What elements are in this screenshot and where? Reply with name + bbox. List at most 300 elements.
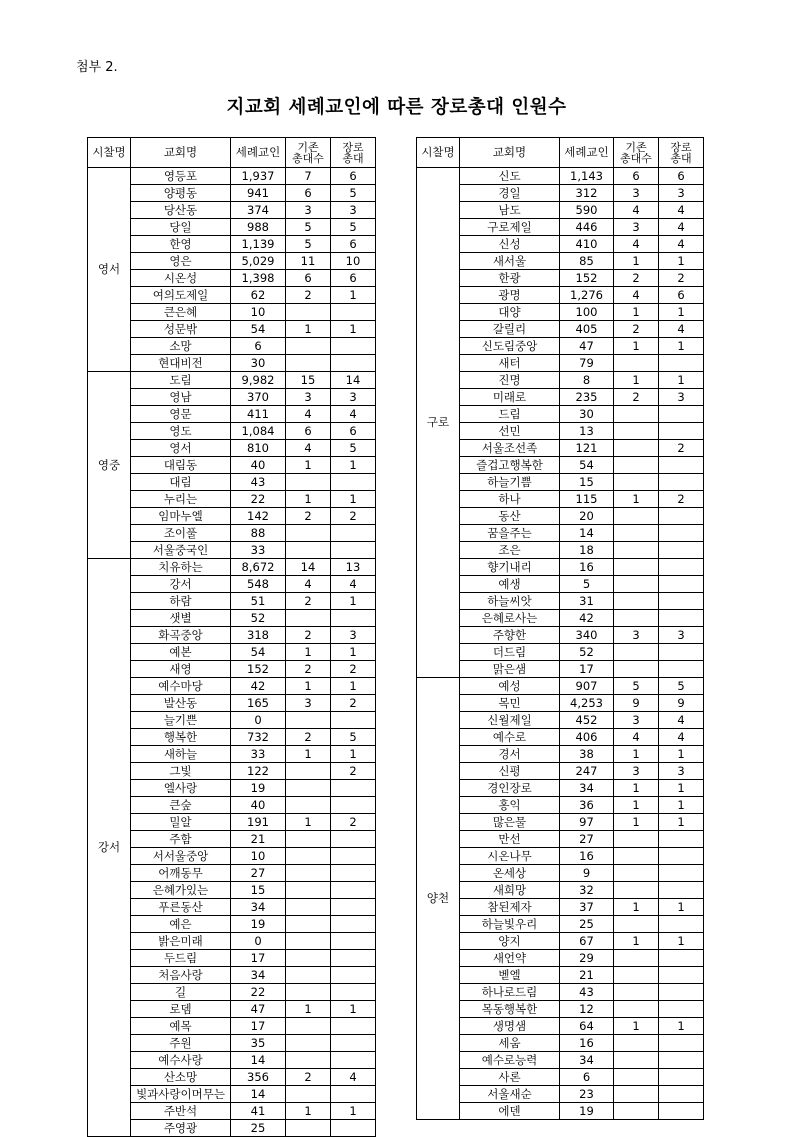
existing-delegates-cell: 7 [286,168,331,185]
existing-delegates-cell: 1 [614,797,659,814]
elder-delegates-cell [659,559,704,576]
table-row [417,474,704,491]
members-cell: 988 [231,219,286,236]
members-cell: 446 [560,219,614,236]
members-cell: 42 [560,610,614,627]
table-row [88,321,376,338]
members-cell: 35 [231,1035,286,1052]
table-row [417,338,704,355]
church-name-cell: 하늘빛우리 [460,916,560,933]
existing-delegates-cell [614,542,659,559]
elder-delegates-cell [331,304,376,321]
existing-delegates-cell: 1 [614,372,659,389]
table-row [88,967,376,984]
table-row [88,1018,376,1035]
existing-delegates-cell [286,950,331,967]
existing-delegates-cell: 1 [286,457,331,474]
elder-delegates-cell: 2 [331,763,376,780]
table-row [88,882,376,899]
members-cell: 356 [231,1069,286,1086]
table-row [88,355,376,372]
elder-delegates-cell: 4 [659,236,704,253]
members-cell: 100 [560,304,614,321]
table-row [88,627,376,644]
elder-delegates-cell: 1 [331,1103,376,1120]
existing-delegates-cell [614,576,659,593]
existing-delegates-cell: 1 [286,491,331,508]
table-row [417,882,704,899]
table-row [88,372,376,389]
church-name-cell: 서울조선족 [460,440,560,457]
elder-delegates-cell: 6 [331,236,376,253]
members-cell: 41 [231,1103,286,1120]
existing-delegates-cell: 1 [286,321,331,338]
members-cell: 411 [231,406,286,423]
elder-delegates-cell [331,865,376,882]
members-cell: 20 [560,508,614,525]
existing-delegates-cell: 1 [286,1001,331,1018]
existing-delegates-cell: 3 [286,202,331,219]
members-cell: 142 [231,508,286,525]
elder-delegates-cell: 3 [331,627,376,644]
members-cell: 165 [231,695,286,712]
existing-delegates-cell [286,610,331,627]
existing-delegates-cell: 4 [286,440,331,457]
church-name-cell: 영도 [131,423,231,440]
members-cell: 27 [231,865,286,882]
existing-delegates-cell: 3 [614,627,659,644]
members-cell: 9,982 [231,372,286,389]
church-name-cell: 그빛 [131,763,231,780]
table-row [417,661,704,678]
members-cell: 18 [560,542,614,559]
existing-delegates-cell [614,406,659,423]
elder-delegates-cell: 6 [331,270,376,287]
existing-delegates-cell [614,355,659,372]
table-row [417,440,704,457]
header-region: 시찰명 [88,138,131,168]
church-name-cell: 당일 [131,219,231,236]
elder-delegates-cell: 1 [331,1001,376,1018]
church-name-cell: 하나로드림 [460,984,560,1001]
members-cell: 410 [560,236,614,253]
table-row [417,236,704,253]
existing-delegates-cell: 6 [286,423,331,440]
table-row [417,270,704,287]
table-row [88,899,376,916]
table-row [88,831,376,848]
existing-delegates-cell: 6 [614,168,659,185]
elder-delegates-cell [331,1018,376,1035]
elder-delegates-cell: 1 [659,372,704,389]
church-name-cell: 미래로 [460,389,560,406]
existing-delegates-cell: 4 [614,287,659,304]
church-name-cell: 새영 [131,661,231,678]
table-row [417,1001,704,1018]
table-row [88,865,376,882]
members-cell: 34 [231,967,286,984]
existing-delegates-cell [614,440,659,457]
existing-delegates-cell [614,474,659,491]
elder-delegates-cell: 2 [659,270,704,287]
church-name-cell: 성문밖 [131,321,231,338]
elder-delegates-cell [331,882,376,899]
table-row [88,185,376,202]
table-row [88,559,376,576]
existing-delegates-cell [614,559,659,576]
table-row [417,933,704,950]
church-name-cell: 주영광 [131,1120,231,1137]
existing-delegates-cell: 5 [286,219,331,236]
elder-delegates-cell [659,984,704,1001]
elder-delegates-cell [331,1120,376,1137]
church-name-cell: 은혜로사는 [460,610,560,627]
table-row [417,304,704,321]
existing-delegates-cell: 9 [614,695,659,712]
members-cell: 1,143 [560,168,614,185]
table-row [417,355,704,372]
members-cell: 16 [560,848,614,865]
table-row [88,1052,376,1069]
table-row [417,389,704,406]
members-cell: 25 [231,1120,286,1137]
table-row [417,984,704,1001]
table-row [88,950,376,967]
table-row [88,202,376,219]
table-row [88,933,376,950]
church-name-cell: 생명샘 [460,1018,560,1035]
elder-delegates-cell: 1 [659,253,704,270]
existing-delegates-cell [286,882,331,899]
elder-delegates-cell: 13 [331,559,376,576]
table-row [417,967,704,984]
table-row [88,576,376,593]
existing-delegates-cell [286,899,331,916]
elder-delegates-cell [659,950,704,967]
table-row [88,814,376,831]
existing-delegates-cell [614,1035,659,1052]
members-cell: 85 [560,253,614,270]
members-cell: 64 [560,1018,614,1035]
existing-delegates-cell: 1 [286,644,331,661]
church-name-cell: 서울중국인 [131,542,231,559]
elder-delegates-cell: 3 [659,627,704,644]
table-row [417,457,704,474]
church-name-cell: 서서울중앙 [131,848,231,865]
existing-delegates-cell [286,355,331,372]
elder-delegates-cell: 2 [331,695,376,712]
church-name-cell: 치유하는 [131,559,231,576]
members-cell: 42 [231,678,286,695]
existing-delegates-cell [286,1018,331,1035]
elder-delegates-cell [659,1035,704,1052]
church-name-cell: 도림 [131,372,231,389]
table-row [417,797,704,814]
existing-delegates-cell: 2 [286,287,331,304]
table-row [417,321,704,338]
church-name-cell: 더드림 [460,644,560,661]
existing-delegates-cell [286,780,331,797]
members-cell: 17 [231,950,286,967]
existing-delegates-cell: 5 [286,236,331,253]
table-row [417,746,704,763]
elder-delegates-cell: 3 [659,185,704,202]
existing-delegates-cell: 4 [614,202,659,219]
elder-delegates-cell: 2 [659,491,704,508]
existing-delegates-cell [614,848,659,865]
members-cell: 88 [231,525,286,542]
elder-delegates-cell: 6 [659,168,704,185]
region-cell: 양천 [417,678,460,1120]
elder-delegates-cell: 6 [659,287,704,304]
elder-delegates-cell [331,474,376,491]
existing-delegates-cell: 6 [286,185,331,202]
church-name-cell: 예목 [131,1018,231,1035]
elder-delegates-cell: 3 [331,389,376,406]
church-name-cell: 신도림중앙 [460,338,560,355]
elder-delegates-cell [331,1086,376,1103]
members-cell: 235 [560,389,614,406]
table-row [88,457,376,474]
members-cell: 152 [231,661,286,678]
table-row [417,848,704,865]
church-name-cell: 영문 [131,406,231,423]
church-name-cell: 진명 [460,372,560,389]
elder-delegates-cell [331,848,376,865]
table-row [417,372,704,389]
members-cell: 54 [231,321,286,338]
members-cell: 21 [560,967,614,984]
elder-delegates-cell: 3 [331,202,376,219]
elder-delegates-cell: 2 [331,661,376,678]
members-cell: 54 [560,457,614,474]
members-cell: 590 [560,202,614,219]
existing-delegates-cell: 1 [614,253,659,270]
elder-delegates-cell: 1 [659,814,704,831]
header-elder: 장로 총대 [331,138,376,168]
existing-delegates-cell [286,338,331,355]
members-cell: 370 [231,389,286,406]
elder-delegates-cell [659,831,704,848]
elder-delegates-cell: 4 [331,576,376,593]
church-name-cell: 온세상 [460,865,560,882]
existing-delegates-cell [614,984,659,1001]
table-header-row [417,138,704,168]
existing-delegates-cell: 2 [614,389,659,406]
elder-delegates-cell: 1 [331,746,376,763]
existing-delegates-cell: 2 [286,661,331,678]
elder-delegates-cell [659,457,704,474]
members-cell: 19 [231,916,286,933]
members-cell: 16 [560,1035,614,1052]
elder-delegates-cell: 2 [659,440,704,457]
church-name-cell: 큰은혜 [131,304,231,321]
church-name-cell: 새언약 [460,950,560,967]
church-name-cell: 즐겁고행복한 [460,457,560,474]
table-row [417,763,704,780]
elder-delegates-cell [331,525,376,542]
existing-delegates-cell: 15 [286,372,331,389]
church-name-cell: 신도 [460,168,560,185]
table-row [88,1103,376,1120]
header-existing: 기존 총대수 [614,138,659,168]
members-cell: 191 [231,814,286,831]
members-cell: 33 [231,542,286,559]
members-cell: 34 [560,1052,614,1069]
table-row [417,610,704,627]
table-row [88,661,376,678]
church-name-cell: 참된제자 [460,899,560,916]
members-cell: 16 [560,559,614,576]
church-name-cell: 경일 [460,185,560,202]
members-cell: 122 [231,763,286,780]
church-name-cell: 임마누엘 [131,508,231,525]
church-name-cell: 화곡중앙 [131,627,231,644]
church-name-cell: 향기내리 [460,559,560,576]
church-name-cell: 양평동 [131,185,231,202]
church-name-cell: 하나 [460,491,560,508]
header-church: 교회명 [460,138,560,168]
elder-delegates-cell: 4 [659,202,704,219]
members-cell: 32 [560,882,614,899]
members-cell: 406 [560,729,614,746]
table-row [417,593,704,610]
table-row [417,1086,704,1103]
church-name-cell: 밝은미래 [131,933,231,950]
church-name-cell: 대림 [131,474,231,491]
members-cell: 51 [231,593,286,610]
existing-delegates-cell [286,712,331,729]
members-cell: 40 [231,457,286,474]
table-row [88,389,376,406]
elder-delegates-cell: 9 [659,695,704,712]
elder-delegates-cell [659,593,704,610]
elder-delegates-cell: 4 [331,406,376,423]
existing-delegates-cell: 1 [614,304,659,321]
elder-delegates-cell [331,1035,376,1052]
elder-delegates-cell: 1 [331,678,376,695]
church-name-cell: 목민 [460,695,560,712]
members-cell: 405 [560,321,614,338]
elder-delegates-cell [659,610,704,627]
table-row [88,1035,376,1052]
table-row [88,797,376,814]
table-row [417,491,704,508]
existing-delegates-cell [614,882,659,899]
church-name-cell: 엘사랑 [131,780,231,797]
existing-delegates-cell [286,933,331,950]
region-cell: 영중 [88,372,131,559]
church-name-cell: 하늘기쁨 [460,474,560,491]
page-title: 지교회 세례교인에 따른 장로총대 인원수 [226,97,567,118]
members-cell: 312 [560,185,614,202]
members-cell: 810 [231,440,286,457]
members-cell: 19 [560,1103,614,1120]
existing-delegates-cell: 2 [286,1069,331,1086]
elder-delegates-cell [659,882,704,899]
table-row [417,185,704,202]
existing-delegates-cell [614,610,659,627]
existing-delegates-cell [614,1103,659,1120]
table-row [88,780,376,797]
existing-delegates-cell: 4 [614,236,659,253]
existing-delegates-cell: 3 [614,185,659,202]
church-name-cell: 행복한 [131,729,231,746]
table-row [417,542,704,559]
members-cell: 548 [231,576,286,593]
elder-delegates-cell [659,1069,704,1086]
elder-delegates-cell [331,780,376,797]
elder-delegates-cell: 1 [659,780,704,797]
elder-delegates-cell [659,1052,704,1069]
existing-delegates-cell: 6 [286,270,331,287]
elder-delegates-cell: 1 [659,933,704,950]
elder-delegates-cell: 1 [331,491,376,508]
church-name-cell: 조은 [460,542,560,559]
elder-delegates-cell: 4 [659,219,704,236]
members-cell: 33 [231,746,286,763]
church-name-cell: 주원 [131,1035,231,1052]
table-row [88,304,376,321]
existing-delegates-cell [286,525,331,542]
church-name-cell: 벧엘 [460,967,560,984]
table-row [88,406,376,423]
church-name-cell: 에덴 [460,1103,560,1120]
members-cell: 152 [560,270,614,287]
elder-delegates-cell [331,967,376,984]
members-cell: 374 [231,202,286,219]
members-cell: 1,937 [231,168,286,185]
elder-delegates-cell: 1 [331,644,376,661]
elder-delegates-cell [659,967,704,984]
members-cell: 22 [231,491,286,508]
existing-delegates-cell: 1 [614,1018,659,1035]
church-name-cell: 주함 [131,831,231,848]
existing-delegates-cell [286,967,331,984]
members-cell: 52 [560,644,614,661]
existing-delegates-cell: 3 [286,389,331,406]
table-row [88,508,376,525]
church-name-cell: 홍익 [460,797,560,814]
members-cell: 17 [231,1018,286,1035]
elder-delegates-cell [659,644,704,661]
members-cell: 29 [560,950,614,967]
church-name-cell: 예은 [131,916,231,933]
table-row [88,848,376,865]
church-name-cell: 목동행복한 [460,1001,560,1018]
members-cell: 67 [560,933,614,950]
members-cell: 0 [231,933,286,950]
elder-delegates-cell [331,916,376,933]
members-cell: 27 [560,831,614,848]
members-cell: 30 [560,406,614,423]
existing-delegates-cell [614,916,659,933]
table-row [417,406,704,423]
members-cell: 6 [231,338,286,355]
church-name-cell: 한광 [460,270,560,287]
members-cell: 6 [560,1069,614,1086]
existing-delegates-cell [286,865,331,882]
elder-delegates-cell [659,865,704,882]
church-name-cell: 드림 [460,406,560,423]
elder-delegates-cell: 5 [331,185,376,202]
existing-delegates-cell: 1 [614,746,659,763]
elder-delegates-cell [659,406,704,423]
table-row [417,559,704,576]
church-name-cell: 한영 [131,236,231,253]
table-row [88,712,376,729]
members-cell: 22 [231,984,286,1001]
